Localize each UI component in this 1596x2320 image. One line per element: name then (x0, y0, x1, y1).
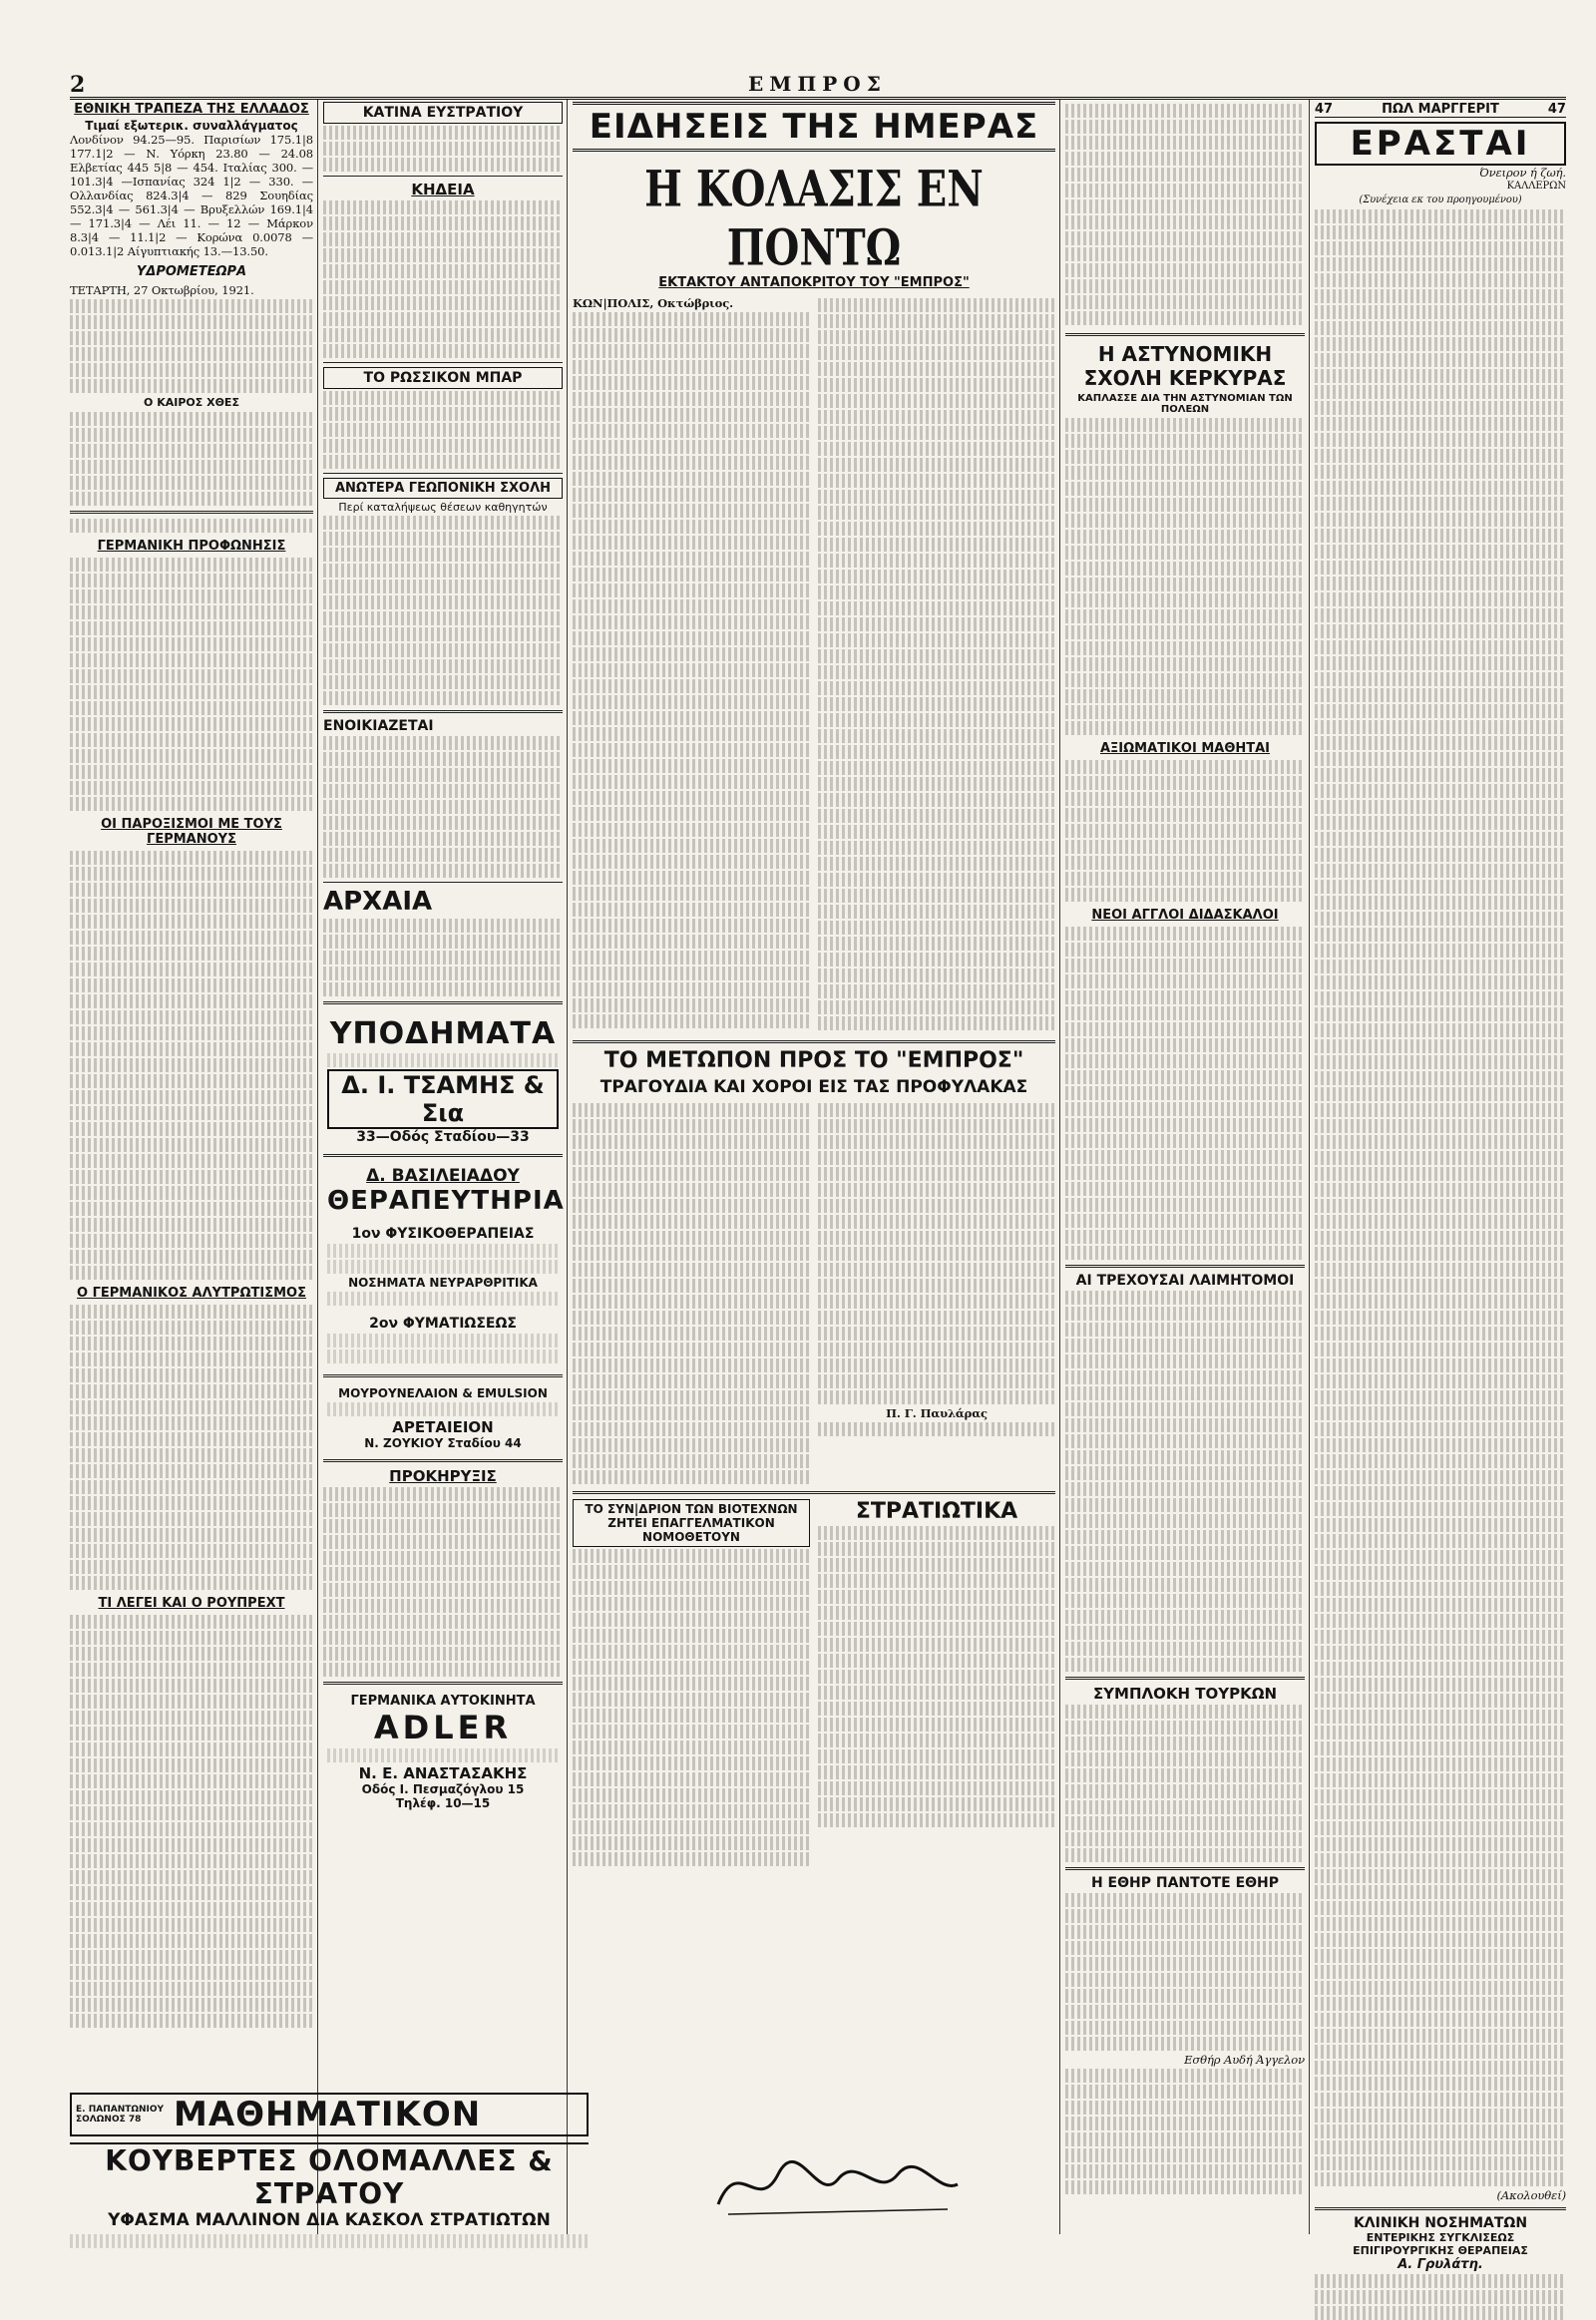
russian-bar-title: ΤΟ ΡΩΣΣΙΚΟΝ ΜΠΑΡ (323, 367, 563, 389)
unions-title: ΤΟ ΣΥΝ|ΔΡΙΟΝ ΤΩΝ ΒΙΟΤΕΧΝΩΝ ΖΗΤΕΙ ΕΠΑΓΓΕΛΜΑΤΙΚΟΝ ΝΟΜΟΘΕΤΟΥΝ (573, 1499, 810, 1547)
weather-day: ΤΕΤΑΡΤΗ, 27 Οκτωβρίου, 1921. (70, 283, 254, 297)
feuilleton-number: 47 (1315, 102, 1334, 117)
clinic2-sub: ΕΝΤΕΡΙΚΗΣ ΣΥΓΚΛΙΣΕΩΣ ΕΠΙΓΙΡΟΥΡΓΙΚΗΣ ΘΕΡΑΠΕΙΑΣ (1353, 2231, 1528, 2257)
feuilleton-continued: (Συνέχεια εκ του προηγουμένου) (1359, 194, 1522, 205)
songs-signature: Π. Γ. Παυλάρας (886, 1406, 988, 1420)
paper-name: ΕΜΠΡΟΣ (748, 72, 887, 96)
cars-phone: Τηλέφ. 10—15 (395, 1796, 491, 1810)
rupert-title: ΤΙ ΛΕΓΕΙ ΚΑΙ Ο ΡΟΥΠΡΕΧΤ (98, 1596, 285, 1611)
front-letter-title: ΤΟ ΜΕΤΩΠΟΝ ΠΡΟΣ ΤΟ "ΕΜΠΡΟΣ" (603, 1048, 1024, 1073)
column-rule (1059, 100, 1060, 2234)
news-section-title: ΕΙΔΗΣΕΙΣ ΤΗΣ ΗΜΕΡΑΣ (573, 102, 1055, 152)
page-number: 2 (70, 72, 86, 98)
ether-title: Η ΕΘΗΡ ΠΑΝΤΟΤΕ ΕΘΗΡ (1090, 1875, 1280, 1891)
cars-address: Οδός Ι. Πεσμαζόγλου 15 (361, 1782, 525, 1796)
math-institute-ad (70, 2093, 589, 2136)
shoes-title: ΥΠΟΔΗΜΑΤΑ (329, 1016, 557, 1051)
clinic-name: Δ. ΒΑΣΙΛΕΙΑΔΟΥ (366, 1166, 520, 1186)
blankets-ad (70, 2142, 589, 2232)
shoes-maker: Δ. Ι. ΤΣΑΜΗΣ & Σια (327, 1069, 559, 1129)
column-rule (317, 100, 318, 2234)
feuilleton-translator: ΚΑΛΛΕΡΩΝ (1506, 181, 1566, 192)
feuilleton-number-right: 47 (1547, 102, 1566, 117)
column-1 (70, 102, 313, 2136)
column-5 (1315, 102, 1566, 2272)
clinic-neuro: ΝΟΣΗΜΑΤΑ ΝΕΥΡΑΡΘΡΙΤΙΚΑ (348, 1276, 538, 1290)
cars-title: ΓΕΡΜΑΝΙΚΑ ΑΥΤΟΚΙΝΗΤΑ (350, 1694, 536, 1709)
emulsion-ad (323, 1382, 563, 1454)
antiques-title: ΑΡΧΑΙΑ (323, 887, 433, 917)
clinic-ad (323, 1162, 563, 1369)
agri-school-sub: Περί καταλήψεως θέσεων καθηγητών (338, 501, 548, 514)
clinic2-doctor: Α. Γρυλάτη. (1397, 2257, 1483, 2272)
teachers-title: ΝΕΟΙ ΑΓΓΛΟΙ ΔΙΔΑΣΚΑΛΟΙ (1091, 908, 1279, 923)
masthead (70, 72, 1566, 100)
turks-title: ΣΥΜΠΛΟΚΗ ΤΟΥΡΚΩΝ (1092, 1685, 1278, 1703)
signature-graphic (708, 2144, 968, 2224)
bank-rates: Λονδίνον 94.25—95. Παρισίων 175.1|8 177.1|2 — Ν. Υόρκη 23.80 — 24.08 Ελβετίας 445 5|8 — 454. Ιταλίας 300. — 101.3|4 —Ισπανίας 324 1|2 — 330. — Ολλανδίας 824.3|4 — 829 Σουηδίας 552.3|4 — 561.3|4 — Βρυξελλών 169.1|4 — 171.3|4 — Λέι 11. — 12 — Μάρκον 8.3|4 — 11.1|2 — Κορώνα 0.0078 — 0.013.1|2 Αίγυπτιακής 13.—13.50. (70, 133, 313, 258)
column-4 (1065, 102, 1305, 2136)
clinic-physio: 1ον ΦΥΣΙΚΟΘΕΡΑΠΕΙΑΣ (351, 1226, 535, 1242)
bank-subtitle: Τιμαί εξωτερικ. συναλλάγματος (85, 119, 298, 133)
emulsion-title: ΜΟΥΡΟΥΝΕΛΑΙΟΝ & EMULSION (338, 1386, 548, 1400)
shoes-ad (323, 1012, 563, 1149)
italian-paroxysm-title: ΟΙ ΠΑΡΟΞΙΣΜΟΙ ΜΕ ΤΟΥΣ ΓΕΡΜΑΝΟΥΣ (101, 817, 282, 847)
police-school-sub: ΚΑΠΛΑΣΣΕ ΔΙΑ ΤΗΝ ΑΣΤΥΝΟΜΙΑΝ ΤΩΝ ΠΟΛΕΩΝ (1077, 393, 1293, 415)
funeral-title: ΚΗΔΕΙΑ (411, 181, 475, 198)
lead-headline: Η ΚΟΛΑΣΙΣ ΕΝ ΠΟΝΤΩ (644, 160, 984, 277)
feuilleton-header (1315, 102, 1566, 118)
songs-title: ΤΡΑΓΟΥΔΙΑ ΚΑΙ ΧΟΡΟΙ ΕΙΣ ΤΑΣ ΠΡΟΦΥΛΑΚΑΣ (599, 1077, 1028, 1097)
feuilleton-subtitle: Όνειρον ή ζωή. (1479, 166, 1566, 180)
clinic-tb: 2ον ΦΥΜΑΤΙΩΣΕΩΣ (369, 1316, 517, 1332)
clinic-title: ΘΕΡΑΠΕΥΤΗΡΙΑ (327, 1186, 565, 1216)
column-rule (567, 100, 568, 2234)
guillotine-title: ΑΙ ΤΡΕΧΟΥΣΑΙ ΛΑΙΜΗΤΟΜΟΙ (1075, 1273, 1295, 1289)
agri-school-title: ΑΝΩΤΕΡΑ ΓΕΩΠΟΝΙΚΗ ΣΧΟΛΗ (323, 478, 563, 499)
lead-dateline: ΚΩΝ|ΠΟΛΙΣ, Οκτώβριος. (573, 296, 733, 310)
emulsion-address: Ν. ΖΟΥΚΙΟΥ Σταδίου 44 (364, 1436, 522, 1450)
contest-title: ΠΡΟΚΗΡΥΞΙΣ (389, 1467, 497, 1485)
officers-title: ΑΞΙΩΜΑΤΙΚΟΙ ΜΑΘΗΤΑΙ (1099, 741, 1271, 756)
feuilleton-author: ΠΩΛ ΜΑΡΓΓΕΡΙΤ (1382, 102, 1499, 117)
feuilleton-to-follow: (Ακολουθεί) (1496, 2188, 1566, 2202)
military-title: ΣΤΡΑΤΙΩΤΙΚΑ (855, 1499, 1018, 1524)
weather-note: Ο ΚΑΙΡΟΣ ΧΘΕΣ (144, 396, 239, 409)
blankets-line2: ΥΦΑΣΜΑ ΜΑΛΛΙΝΟΝ ΔΙΑ ΚΑΣΚΟΛ ΣΤΡΑΤΙΩΤΩΝ (108, 2210, 551, 2230)
rent-title: ΕΝΟΙΚΙΑΖΕΤΑΙ (323, 718, 434, 734)
german-irredentism-title: Ο ΓΕΡΜΑΝΙΚΟΣ ΑΛΥΤΡΩΤΙΣΜΟΣ (77, 1286, 306, 1301)
weather-title: ΥΔΡΟΜΕΤΕΩΡΑ (136, 264, 247, 279)
shoes-address: 33—Οδός Σταδίου—33 (356, 1129, 530, 1145)
ether-signature: Εσθήρ Αυδή Άγγελον (1184, 2053, 1305, 2067)
blankets-line1: ΚΟΥΒΕΡΤΕΣ ΟΛΟΜΑΛΛΕΣ & ΣΤΡΑΤΟΥ (70, 2142, 589, 2210)
cars-dealer: Ν. Ε. ΑΝΑΣΤΑΣΑΚΗΣ (358, 1764, 528, 1782)
police-school-title: Η ΑΣΤΥΝΟΜΙΚΗ ΣΧΟΛΗ ΚΕΡΚΥΡΑΣ (1083, 342, 1287, 390)
clinic2-title: ΚΛΙΝΙΚΗ ΝΟΣΗΜΑΤΩΝ (1353, 2215, 1528, 2231)
lead-subtitle: ΕΚΤΑΚΤΟΥ ΑΝΤΑΠΟΚΡΙΤΟΥ ΤΟΥ "ΕΜΠΡΟΣ" (658, 275, 970, 290)
announce-name: ΚΑΤΙΝΑ ΕΥΣΤΡΑΤΙΟΥ (323, 102, 563, 124)
institute-name: ΜΑΘΗΜΑΤΙΚΟΝ (174, 2095, 482, 2134)
feuilleton-title: ΕΡΑΣΤΑΙ (1315, 122, 1566, 166)
column-3 (573, 102, 1055, 2136)
institute-address: Ε. ΠΑΠΑΝΤΩΝΙΟΥ ΣΟΛΩΝΟΣ 78 (76, 2105, 165, 2125)
cars-ad (323, 1690, 563, 1814)
cars-brand: ADLER (373, 1709, 513, 1746)
column-rule (1309, 100, 1310, 2234)
german-proclamation-title: ΓΕΡΜΑΝΙΚΗ ΠΡΟΦΩΝΗΣΙΣ (97, 539, 286, 554)
bank-title: ΕΘΝΙΚΗ ΤΡΑΠΕΖΑ ΤΗΣ ΕΛΛΑΔΟΣ (74, 102, 309, 117)
column-2 (323, 102, 563, 2087)
emulsion-shop: ΑΡΕΤΑΙΕΙΟΝ (392, 1418, 494, 1436)
